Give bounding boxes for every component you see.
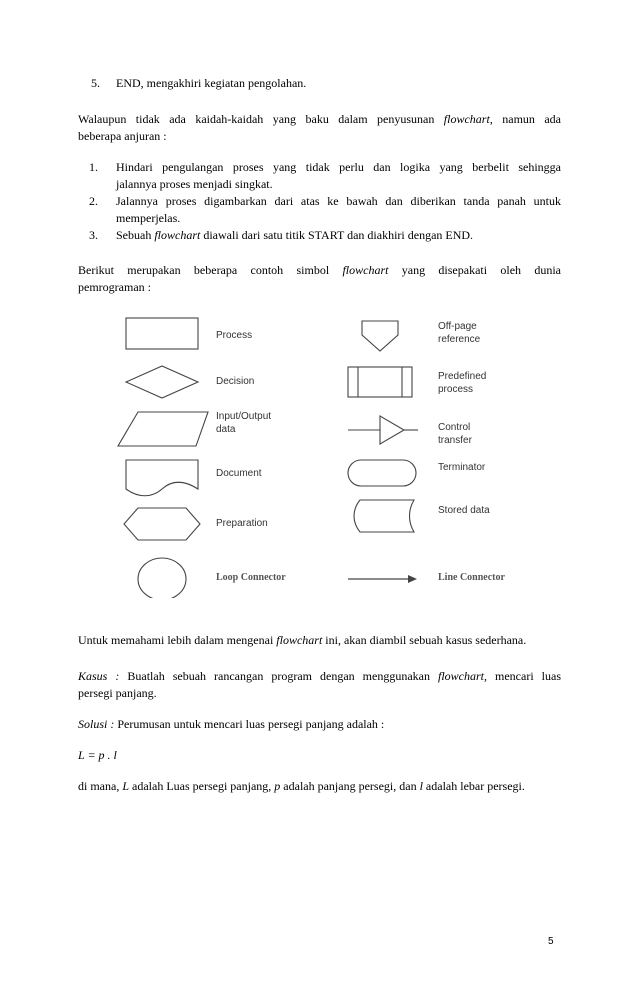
formula-explanation xyxy=(78,778,525,795)
label-document: Document xyxy=(216,468,262,479)
text: Perumusan untuk mencari luas persegi panjang adalah : xyxy=(114,717,385,731)
symbols-svg xyxy=(108,308,528,598)
text: Walaupun tidak ada kaidah-kaidah yang baku dalam penyusunan xyxy=(78,112,444,126)
label-control-2: transfer xyxy=(438,435,472,446)
list-item-1-line1: Hindari pengulangan proses yang tidak perlu dan logika yang berbelit sehingga xyxy=(116,160,561,174)
label-preparation: Preparation xyxy=(216,518,268,529)
text: Berikut merupakan beberapa contoh simbol xyxy=(78,263,343,277)
var-l: l xyxy=(419,779,423,793)
label-loop-connector: Loop Connector xyxy=(216,572,286,583)
control-triangle xyxy=(380,416,404,444)
flowchart-term: flowchart, xyxy=(437,669,487,683)
list-item-1-line2: jalannya proses menjadi singkat. xyxy=(116,177,273,191)
stored-data-shape xyxy=(354,500,414,532)
list-item-2-line1: Jalannya proses digambarkan dari atas ke bawah dan diberikan tanda panah untuk xyxy=(116,194,561,208)
text: ini, akan diambil sebuah kasus sederhana. xyxy=(322,633,527,647)
item-number: 5. xyxy=(91,76,100,90)
text: mencari luas xyxy=(487,669,561,683)
paragraph-kasus-intro xyxy=(78,632,526,649)
label-control-1: Control xyxy=(438,422,471,433)
flowchart-term: flowchart xyxy=(154,228,201,242)
offpage-shape xyxy=(362,321,398,351)
paragraph-anjuran-line1 xyxy=(78,111,561,128)
loop-connector-shape xyxy=(138,558,186,598)
paragraph-anjuran-line2: beberapa anjuran : xyxy=(78,129,167,143)
label-stored-data: Stored data xyxy=(438,505,490,516)
text: diawali dari satu titik START dan diakhiri dengan END. xyxy=(200,228,474,242)
text: Sebuah xyxy=(116,228,155,242)
text: Buatlah sebuah rancangan program dengan menggunakan xyxy=(119,669,438,683)
process-shape xyxy=(126,318,198,349)
text: yang disepakati oleh dunia xyxy=(388,263,562,277)
paragraph-simbol-line1 xyxy=(78,262,561,279)
text: Untuk memahami lebih dalam mengenai xyxy=(78,633,277,647)
anjuran-list xyxy=(78,159,561,249)
label-offpage-2: reference xyxy=(438,334,481,345)
var-p: p xyxy=(274,779,281,793)
list-number: 1. xyxy=(89,160,98,174)
label-offpage-1: Off-page xyxy=(438,321,477,332)
terminator-shape xyxy=(348,460,416,486)
kasus-line2: persegi panjang. xyxy=(78,686,157,700)
solusi-line xyxy=(78,716,384,733)
label-io-2: data xyxy=(216,424,236,435)
flowchart-term: flowchart xyxy=(443,112,490,126)
paragraph-simbol-line2: pemrograman : xyxy=(78,280,151,294)
list-item-2-line2: memperjelas. xyxy=(116,211,181,225)
flowchart-symbols-figure xyxy=(108,308,528,598)
decision-shape xyxy=(126,366,198,398)
text: adalah Luas persegi panjang, xyxy=(129,779,275,793)
label-predefined-2: process xyxy=(438,384,474,395)
item-text: END, mengakhiri kegiatan pengolahan. xyxy=(116,76,307,90)
text: , namun ada xyxy=(489,112,562,126)
kasus-label: Kasus : xyxy=(78,669,120,683)
label-predefined-1: Predefined xyxy=(438,371,487,382)
document-shape xyxy=(126,460,198,496)
label-io-1: Input/Output xyxy=(216,411,272,422)
label-terminator: Terminator xyxy=(438,462,486,473)
text: adalah panjang persegi, dan xyxy=(280,779,420,793)
solusi-label: Solusi : xyxy=(78,717,115,731)
list-number: 2. xyxy=(89,194,98,208)
text: di mana, xyxy=(78,779,123,793)
label-line-connector: Line Connector xyxy=(438,572,505,583)
text: adalah lebar persegi. xyxy=(422,779,525,793)
preparation-shape xyxy=(124,508,200,540)
list-number: 3. xyxy=(89,228,98,242)
formula: L = p . l xyxy=(78,748,117,762)
var-L: L xyxy=(122,779,130,793)
flowchart-term: flowchart xyxy=(342,263,389,277)
label-decision: Decision xyxy=(216,376,255,387)
page-number: 5 xyxy=(548,936,554,947)
io-shape xyxy=(118,412,208,446)
arrow-head-icon xyxy=(408,575,417,583)
flowchart-term: flowchart xyxy=(276,633,323,647)
list-item-3 xyxy=(116,227,473,244)
kasus-line1 xyxy=(78,668,561,685)
label-process: Process xyxy=(216,330,253,341)
